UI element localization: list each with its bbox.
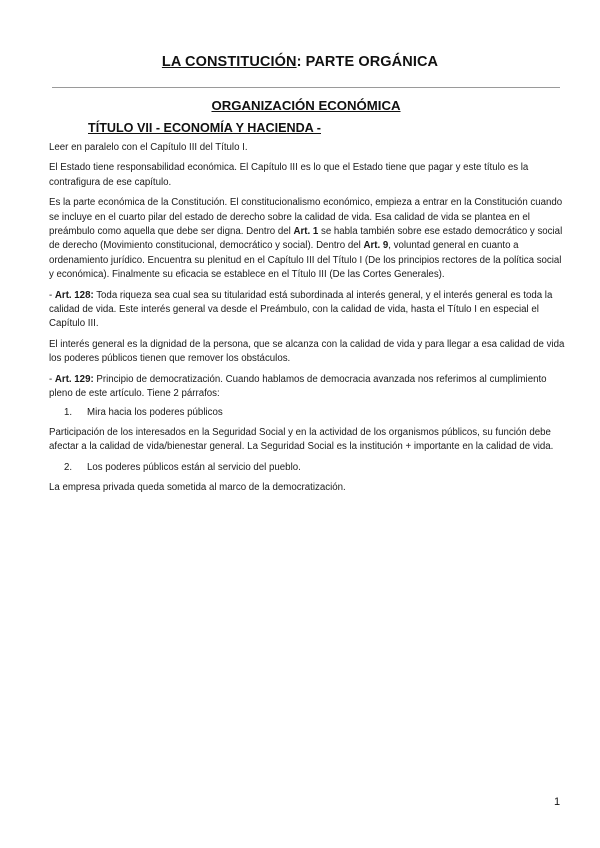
document-body xyxy=(49,141,565,502)
article-1-ref: Art. 1 xyxy=(293,226,319,238)
title-rest: : PARTE ORGÁNICA xyxy=(296,54,439,70)
art-129-text: Principio de democratización. Cuando hablamos de democracia avanzada nos referimos al cumplimiento pleno de este artículo. Tiene 2 párrafos: xyxy=(49,373,547,400)
article-129-ref: Art. 129: xyxy=(54,373,94,385)
document-title xyxy=(0,54,600,70)
section-subtitle: TÍTULO VII - ECONOMÍA Y HACIENDA - xyxy=(88,121,321,135)
title-underlined: LA CONSTITUCIÓN xyxy=(161,54,297,70)
p3-text-b: se habla también sobre ese estado democrático y social de derecho (Movimiento constitucional, democrático y social). Dentro del xyxy=(49,226,563,252)
paragraph-2: El Estado tiene responsabilidad económica. El Capítulo III es lo que el Estado tiene que pagar y este título es la contrafigura de ese capítulo. xyxy=(49,162,529,188)
list-text: Mira hacia los poderes públicos xyxy=(87,406,223,418)
paragraph-7: Participación de los interesados en la Seguridad Social y en la actividad de los organismos públicos, su función debe afectar a la calidad de vida/bienestar general. La Seguridad Social es la institución + importante en la calidad de vida. xyxy=(49,426,554,453)
list-item xyxy=(49,461,565,475)
p3-text-c: , voluntad general en cuanto a ordenamiento jurídico. Encuentra su plenitud en el Capítulo III del Título I (De los principios rectores de la política social y económica). Finalmente su eficacia se establece en el Título III (De las Cortes Generales). xyxy=(49,240,562,281)
list-number: 1. xyxy=(64,406,73,418)
article-9-ref: Art. 9 xyxy=(363,240,389,252)
paragraph-art-129 xyxy=(49,373,565,402)
article-128-ref: Art. 128: xyxy=(54,289,94,301)
list-item xyxy=(49,406,565,420)
list-text: Los poderes públicos están al servicio del pueblo. xyxy=(87,461,301,473)
paragraph-8: La empresa privada queda sometida al marco de la democratización. xyxy=(49,482,346,494)
paragraph-1: Leer en paralelo con el Capítulo III del Título I. xyxy=(49,142,248,153)
art-128-text: Toda riqueza sea cual sea su titularidad está subordinada al interés general, y el interés general es toda la calidad de vida. Este interés general va desde el Preámbulo, con la calidad de vida, hasta el Título I en especial el Capítulo III. xyxy=(49,289,553,330)
p3-text-a: Es la parte económica de la Constitución. El constitucionalismo económico, empieza a entrar en la Constitución cuando se incluye en el cuarto pilar del estado de derecho sobre la calidad de vida. Esa calidad de vida se plantea en el preámbulo como aquella que debe ser digna. Dentro del xyxy=(49,197,563,238)
paragraph-5: El interés general es la dignidad de la persona, que se alcanza con la calidad de vida y para llegar a esa calidad de vida los poderes públicos tienen que remover los obstáculos. xyxy=(49,338,565,365)
list-number: 2. xyxy=(64,461,73,473)
page-number: 1 xyxy=(554,796,561,808)
section-title: ORGANIZACIÓN ECONÓMICA xyxy=(211,98,401,113)
paragraph-art-128 xyxy=(49,289,565,332)
dash: - xyxy=(49,373,55,385)
dash: - xyxy=(49,289,55,301)
paragraph-3 xyxy=(49,196,565,282)
horizontal-divider xyxy=(52,87,560,88)
